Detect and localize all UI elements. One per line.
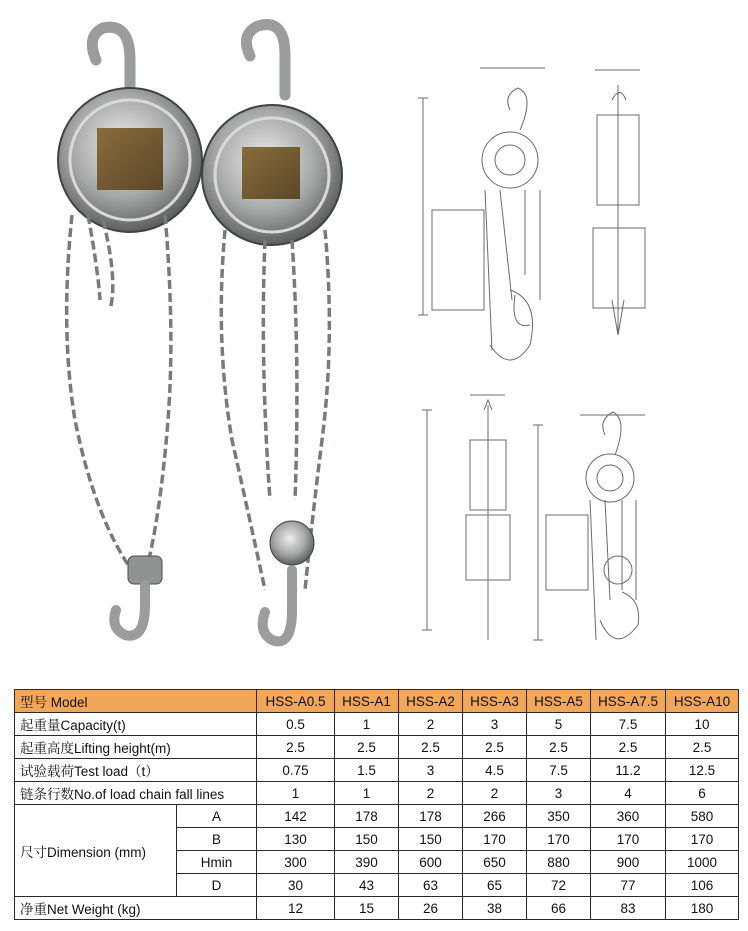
model-name-cell: HSS-A5 — [527, 690, 591, 713]
dimension-value-cell: 170 — [463, 828, 527, 851]
dimension-value-cell: 77 — [591, 874, 666, 897]
drawing-front-view-small — [533, 412, 645, 640]
dimension-value-cell: 360 — [591, 805, 666, 828]
dimension-key-cell: D — [177, 874, 257, 897]
spec-row — [15, 713, 739, 736]
spec-value-cell: 1 — [335, 713, 399, 736]
dimension-value-cell: 266 — [463, 805, 527, 828]
weight-value-cell: 180 — [666, 897, 739, 920]
spec-row — [15, 759, 739, 782]
technical-drawings — [400, 0, 748, 680]
dimension-value-cell: 170 — [666, 828, 739, 851]
dimension-value-cell: 600 — [399, 851, 463, 874]
spec-value-cell: 2 — [399, 782, 463, 805]
weight-label: 净重Net Weight (kg) — [15, 897, 257, 920]
spec-value-cell: 1 — [335, 782, 399, 805]
hoist-right — [202, 25, 342, 642]
dimension-value-cell: 142 — [257, 805, 335, 828]
spec-row — [15, 736, 739, 759]
drawing-side-view-small — [422, 395, 510, 640]
dimension-value-cell: 300 — [257, 851, 335, 874]
dimension-key-cell: A — [177, 805, 257, 828]
model-name-cell: HSS-A10 — [666, 690, 739, 713]
spec-value-cell: 7.5 — [527, 759, 591, 782]
drawing-front-view-large — [418, 68, 545, 360]
product-photo — [0, 0, 400, 680]
dimension-value-cell: 178 — [335, 805, 399, 828]
model-name-cell: HSS-A0.5 — [257, 690, 335, 713]
spec-value-cell: 2.5 — [463, 736, 527, 759]
spec-row — [15, 782, 739, 805]
spec-value-cell: 3 — [463, 713, 527, 736]
spec-value-cell: 2.5 — [591, 736, 666, 759]
dimension-value-cell: 150 — [399, 828, 463, 851]
spec-value-cell: 2 — [399, 713, 463, 736]
dimension-value-cell: 150 — [335, 828, 399, 851]
spec-value-cell: 0.75 — [257, 759, 335, 782]
dimension-value-cell: 390 — [335, 851, 399, 874]
spec-value-cell: 1.5 — [335, 759, 399, 782]
spec-value-cell: 10 — [666, 713, 739, 736]
drawing-side-view-large — [593, 70, 645, 335]
dimension-value-cell: 65 — [463, 874, 527, 897]
dimension-value-cell: 900 — [591, 851, 666, 874]
model-name-cell: HSS-A1 — [335, 690, 399, 713]
table-header-row — [15, 690, 739, 713]
dimension-value-cell: 30 — [257, 874, 335, 897]
spec-row-label: 试验载荷Test load（t） — [15, 759, 257, 782]
spec-table-body — [15, 690, 739, 920]
spec-value-cell: 2.5 — [257, 736, 335, 759]
dimension-value-cell: 130 — [257, 828, 335, 851]
spec-value-cell: 1 — [257, 782, 335, 805]
spec-row-label: 起重量Capacity(t) — [15, 713, 257, 736]
weight-value-cell: 12 — [257, 897, 335, 920]
spec-row-label: 起重高度Lifting height(m) — [15, 736, 257, 759]
spec-value-cell: 7.5 — [591, 713, 666, 736]
spec-value-cell: 2.5 — [335, 736, 399, 759]
spec-value-cell: 2 — [463, 782, 527, 805]
dimension-value-cell: 106 — [666, 874, 739, 897]
dimension-value-cell: 178 — [399, 805, 463, 828]
dimension-value-cell: 43 — [335, 874, 399, 897]
dimension-value-cell: 650 — [463, 851, 527, 874]
spec-value-cell: 12.5 — [666, 759, 739, 782]
model-name-cell: HSS-A3 — [463, 690, 527, 713]
weight-row — [15, 897, 739, 920]
hoist-left — [58, 27, 202, 635]
weight-value-cell: 66 — [527, 897, 591, 920]
dimension-key-cell: Hmin — [177, 851, 257, 874]
dimension-value-cell: 72 — [527, 874, 591, 897]
spec-value-cell: 3 — [527, 782, 591, 805]
model-header-label: 型号 Model — [15, 690, 257, 713]
spec-table — [14, 689, 739, 920]
spec-value-cell: 4 — [591, 782, 666, 805]
dimension-value-cell: 580 — [666, 805, 739, 828]
weight-value-cell: 38 — [463, 897, 527, 920]
spec-value-cell: 2.5 — [527, 736, 591, 759]
weight-value-cell: 26 — [399, 897, 463, 920]
model-name-cell: HSS-A2 — [399, 690, 463, 713]
model-name-cell: HSS-A7.5 — [591, 690, 666, 713]
dimension-row — [15, 805, 739, 828]
weight-value-cell: 83 — [591, 897, 666, 920]
spec-value-cell: 5 — [527, 713, 591, 736]
dimension-value-cell: 880 — [527, 851, 591, 874]
dimension-value-cell: 170 — [527, 828, 591, 851]
dimension-label: 尺寸Dimension (mm) — [15, 805, 177, 897]
spec-value-cell: 11.2 — [591, 759, 666, 782]
dimension-value-cell: 1000 — [666, 851, 739, 874]
spec-value-cell: 3 — [399, 759, 463, 782]
dimension-value-cell: 350 — [527, 805, 591, 828]
dimension-value-cell: 63 — [399, 874, 463, 897]
spec-row-label: 链条行数No.of load chain fall lines — [15, 782, 257, 805]
dimension-value-cell: 170 — [591, 828, 666, 851]
spec-value-cell: 6 — [666, 782, 739, 805]
weight-value-cell: 15 — [335, 897, 399, 920]
spec-value-cell: 2.5 — [666, 736, 739, 759]
spec-value-cell: 2.5 — [399, 736, 463, 759]
spec-value-cell: 0.5 — [257, 713, 335, 736]
spec-value-cell: 4.5 — [463, 759, 527, 782]
dimension-key-cell: B — [177, 828, 257, 851]
